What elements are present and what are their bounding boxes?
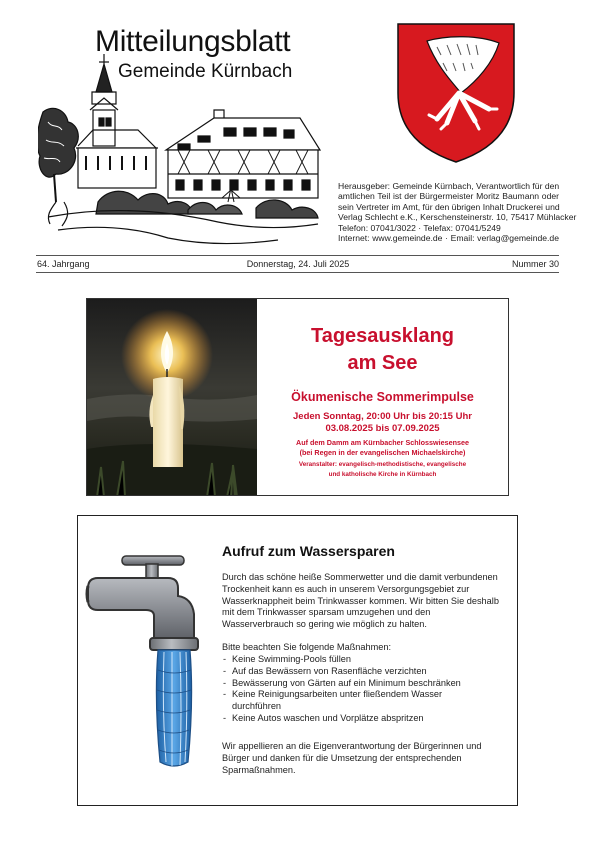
issue-volume: 64. Jahrgang xyxy=(37,259,90,269)
publisher-line: Herausgeber: Gemeinde Kürnbach, Verantwortlich für den xyxy=(338,181,560,191)
list-item: - Auf das Bewässern von Rasenfläche verzichten xyxy=(222,666,512,678)
notice-closing xyxy=(222,741,512,776)
divider-bottom xyxy=(36,272,559,273)
publisher-web: Internet: www.gemeinde.de · Email: verlag@gemeinde.de xyxy=(338,233,559,244)
notice-closing-line: Bürger und danken für die Umsetzung der entsprechenden xyxy=(222,752,462,763)
list-item-continuation: durchführen xyxy=(232,701,282,712)
candle-photo xyxy=(87,299,257,496)
coat-of-arms xyxy=(397,23,515,163)
publisher-line: Verlag Schlecht e.K., Kerschensteinerstr. 10, 75417 Mühlacker xyxy=(338,212,577,223)
publisher-line: sein Vertreter im Amt, für den übrigen Inhalt Druckerei und xyxy=(338,201,560,212)
event-schedule: Jeden Sonntag, 20:00 Uhr bis 20:15 Uhr xyxy=(293,411,472,422)
event-dates: 03.08.2025 bis 07.09.2025 xyxy=(325,423,440,434)
notice-intro-line: Wasserverbrauch so gering wie möglich zu halten. xyxy=(222,619,427,630)
notice-intro-line: Trockenheit kann es auch in unserem Versorgungsgebiet zur xyxy=(222,583,470,594)
notice-intro-line: Wasserknappheit beim Trinkwasser kommen. Wir bitten Sie deshalb xyxy=(222,595,499,606)
notice-title: Aufruf zum Wassersparen xyxy=(222,543,395,559)
event-title-line1: Tagesausklang xyxy=(310,325,455,347)
issue-number: Nummer 30 xyxy=(511,259,559,269)
event-title-line2: am See xyxy=(347,352,418,374)
event-title xyxy=(257,323,508,377)
divider-top xyxy=(36,255,559,256)
event-location: Auf dem Damm am Kürnbacher Schlosswiesensee xyxy=(296,438,469,447)
event-location-alt: (bei Regen in der evangelischen Michaelskirche) xyxy=(299,448,466,457)
notice-intro-line: mit dem Trinkwasser sparsam umzugehen und den xyxy=(222,607,431,618)
list-item: - Bewässerung von Gärten auf ein Minimum beschränken xyxy=(222,678,512,690)
event-announcement xyxy=(86,298,509,496)
list-item: - Keine Swimming-Pools füllen xyxy=(222,654,512,666)
measures-list xyxy=(222,654,512,725)
measures-intro: Bitte beachten Sie folgende Maßnahmen: xyxy=(222,642,392,652)
water-saving-notice xyxy=(77,515,518,806)
publisher-line: amtlichen Teil ist der Bürgermeister Moritz Baumann oder xyxy=(338,191,559,202)
event-organizer-cont: und katholische Kirche in Kürnbach xyxy=(328,471,437,478)
event-subtitle: Ökumenische Sommerimpulse xyxy=(291,390,474,404)
list-item: - Keine Autos waschen und Vorplätze abspritzen xyxy=(222,713,512,725)
publisher-phone: Telefon: 07041/3022 · Telefax: 07041/5249 xyxy=(338,222,501,233)
issue-date: Donnerstag, 24. Juli 2025 xyxy=(246,259,350,269)
event-text xyxy=(257,299,508,495)
water-tap-icon xyxy=(84,550,210,776)
notice-intro xyxy=(222,572,512,631)
notice-intro-line: Durch das schöne heiße Sommerwetter und die damit verbundenen xyxy=(222,572,498,582)
town-sketch-illustration xyxy=(38,52,323,247)
publisher-info xyxy=(338,181,577,244)
masthead-title: Mitteilungsblatt xyxy=(95,25,291,58)
notice-closing-line: Sparmaßnahmen. xyxy=(222,764,296,775)
notice-closing-line: Wir appellieren an die Eigenverantwortung der Bürgerinnen und xyxy=(222,741,482,751)
event-organizer: Veranstalter: evangelisch-methodistische, evangelische xyxy=(298,461,467,468)
masthead-subtitle: Gemeinde Kürnbach xyxy=(118,61,293,82)
list-item: - Keine Reinigungsarbeiten unter fließendem Wasser xyxy=(222,689,512,701)
